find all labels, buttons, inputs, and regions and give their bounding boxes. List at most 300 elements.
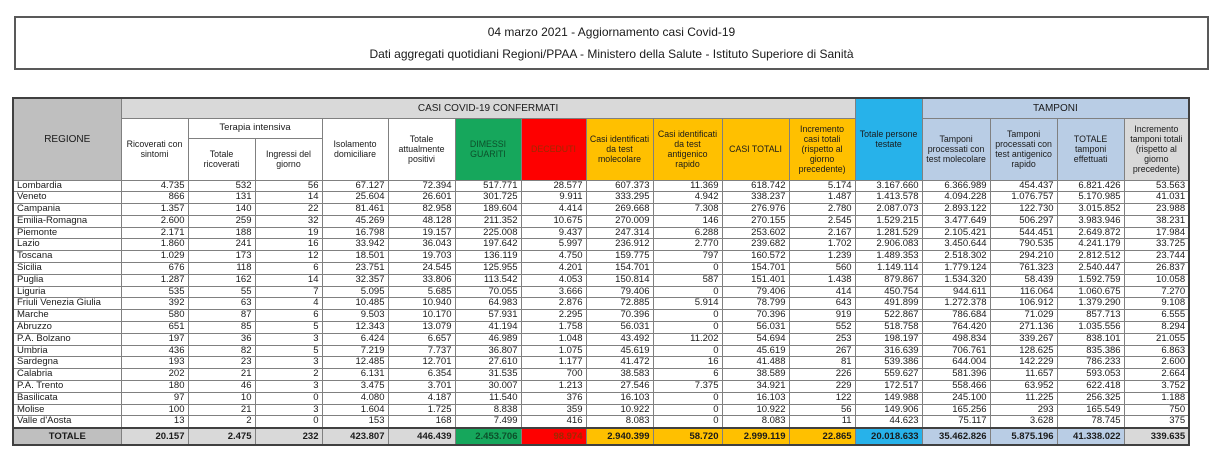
totals-value-cell: 446.439 [388, 428, 455, 445]
totals-value-cell: 232 [255, 428, 322, 445]
value-cell: 857.713 [1057, 310, 1124, 322]
col-header-casi-totali: CASI TOTALI [722, 118, 789, 180]
value-cell: 4.187 [388, 392, 455, 404]
value-cell: 211.352 [455, 215, 521, 227]
value-cell: 10.922 [722, 404, 789, 416]
value-cell: 0 [255, 392, 322, 404]
value-cell: 75.117 [922, 416, 990, 428]
value-cell: 46.989 [455, 333, 521, 345]
value-cell: 241 [188, 239, 255, 251]
value-cell: 11.225 [990, 392, 1057, 404]
value-cell: 154.701 [586, 263, 653, 275]
table-row [13, 274, 1189, 286]
value-cell: 55 [188, 286, 255, 298]
value-cell: 5.170.985 [1057, 192, 1124, 204]
value-cell: 247.314 [586, 227, 653, 239]
table-row [13, 416, 1189, 428]
value-cell: 10.485 [322, 298, 388, 310]
value-cell: 786.684 [922, 310, 990, 322]
col-header-isolamento: Isolamento domiciliare [322, 118, 388, 180]
totals-value-cell: 58.720 [653, 428, 722, 445]
value-cell: 202 [121, 369, 188, 381]
value-cell: 1.149.114 [855, 263, 922, 275]
value-cell: 63.952 [990, 381, 1057, 393]
region-name: Liguria [13, 286, 121, 298]
value-cell: 122.730 [990, 204, 1057, 216]
value-cell: 3.701 [388, 381, 455, 393]
value-cell: 6.424 [322, 333, 388, 345]
col-header-persone-testate: Totale persone testate [855, 98, 922, 180]
value-cell: 67.127 [322, 180, 388, 192]
value-cell: 78.799 [722, 298, 789, 310]
value-cell: 587 [653, 274, 722, 286]
value-cell: 11 [789, 416, 855, 428]
value-cell: 797 [653, 251, 722, 263]
value-cell: 0 [653, 392, 722, 404]
value-cell: 12.343 [322, 322, 388, 334]
value-cell: 10.675 [521, 215, 586, 227]
value-cell: 271.136 [990, 322, 1057, 334]
value-cell: 8.083 [586, 416, 653, 428]
value-cell: 1.048 [521, 333, 586, 345]
value-cell: 1.076.757 [990, 192, 1057, 204]
value-cell: 3.666 [521, 286, 586, 298]
value-cell: 10 [188, 392, 255, 404]
value-cell: 4.094.228 [922, 192, 990, 204]
value-cell: 2.167 [789, 227, 855, 239]
region-name: Puglia [13, 274, 121, 286]
value-cell: 10.170 [388, 310, 455, 322]
value-cell: 7.219 [322, 345, 388, 357]
value-cell: 544.451 [990, 227, 1057, 239]
table-row [13, 227, 1189, 239]
value-cell: 552 [789, 322, 855, 334]
value-cell: 56.031 [586, 322, 653, 334]
value-cell: 5.095 [322, 286, 388, 298]
value-cell: 2.664 [1124, 369, 1189, 381]
col-header-dimessi-guariti: DIMESSI GUARITI [455, 118, 521, 180]
value-cell: 26.837 [1124, 263, 1189, 275]
value-cell: 1.060.675 [1057, 286, 1124, 298]
value-cell: 1.534.320 [922, 274, 990, 286]
col-header-totale-ricoverati: Totale ricoverati [188, 138, 255, 180]
value-cell: 2.540.447 [1057, 263, 1124, 275]
value-cell: 116.064 [990, 286, 1057, 298]
value-cell: 2.649.872 [1057, 227, 1124, 239]
value-cell: 43.492 [586, 333, 653, 345]
value-cell: 159.775 [586, 251, 653, 263]
value-cell: 558.466 [922, 381, 990, 393]
value-cell: 532 [188, 180, 255, 192]
group-header-casi-confermati: CASI COVID-19 CONFERMATI [121, 98, 855, 118]
value-cell: 165.549 [1057, 404, 1124, 416]
value-cell: 56 [255, 180, 322, 192]
value-cell: 0 [653, 322, 722, 334]
value-cell: 71.029 [990, 310, 1057, 322]
totals-label: TOTALE [13, 428, 121, 445]
value-cell: 45.619 [722, 345, 789, 357]
value-cell: 10.922 [586, 404, 653, 416]
value-cell: 30.007 [455, 381, 521, 393]
value-cell: 17.984 [1124, 227, 1189, 239]
col-header-casi-antigenico: Casi identificati da test antigenico rapido [653, 118, 722, 180]
value-cell: 122 [789, 392, 855, 404]
value-cell: 706.761 [922, 345, 990, 357]
value-cell: 1.272.378 [922, 298, 990, 310]
value-cell: 189.604 [455, 204, 521, 216]
value-cell: 22 [255, 204, 322, 216]
value-cell: 7 [255, 286, 322, 298]
region-name: P.A. Trento [13, 381, 121, 393]
value-cell: 4.942 [653, 192, 722, 204]
value-cell: 256.325 [1057, 392, 1124, 404]
value-cell: 11.657 [990, 369, 1057, 381]
report-title-line1: 04 marzo 2021 - Aggiornamento casi Covid-19 [487, 25, 736, 40]
value-cell: 45.269 [322, 215, 388, 227]
value-cell: 293 [990, 404, 1057, 416]
value-cell: 10.058 [1124, 274, 1189, 286]
value-cell: 9.437 [521, 227, 586, 239]
region-name: Friuli Venezia Giulia [13, 298, 121, 310]
table-row [13, 298, 1189, 310]
value-cell: 226 [789, 369, 855, 381]
totals-row [13, 428, 1189, 445]
col-header-incremento-tamponi: Incremento tamponi totali (rispetto al giorno precedente) [1124, 118, 1189, 180]
value-cell: 3.015.852 [1057, 204, 1124, 216]
report-title-box [14, 16, 1209, 70]
region-name: Valle d'Aosta [13, 416, 121, 428]
table-row [13, 286, 1189, 298]
value-cell: 1.379.290 [1057, 298, 1124, 310]
value-cell: 5 [255, 345, 322, 357]
value-cell: 269.668 [586, 204, 653, 216]
value-cell: 36 [188, 333, 255, 345]
value-cell: 1.029 [121, 251, 188, 263]
value-cell: 16.103 [722, 392, 789, 404]
value-cell: 149.988 [855, 392, 922, 404]
table-row [13, 345, 1189, 357]
value-cell: 58.439 [990, 274, 1057, 286]
value-cell: 1.357 [121, 204, 188, 216]
value-cell: 81.461 [322, 204, 388, 216]
value-cell: 33.725 [1124, 239, 1189, 251]
value-cell: 13.079 [388, 322, 455, 334]
value-cell: 4.201 [521, 263, 586, 275]
value-cell: 63 [188, 298, 255, 310]
value-cell: 32 [255, 215, 322, 227]
value-cell: 41.194 [455, 322, 521, 334]
value-cell: 13 [121, 416, 188, 428]
value-cell: 3 [255, 357, 322, 369]
region-name: Basilicata [13, 392, 121, 404]
value-cell: 53.563 [1124, 180, 1189, 192]
value-cell: 676 [121, 263, 188, 275]
region-name: Campania [13, 204, 121, 216]
value-cell: 454.437 [990, 180, 1057, 192]
value-cell: 6.555 [1124, 310, 1189, 322]
value-cell: 491.899 [855, 298, 922, 310]
value-cell: 142.229 [990, 357, 1057, 369]
value-cell: 253.602 [722, 227, 789, 239]
region-name: Umbria [13, 345, 121, 357]
col-header-tamponi-antigenico: Tamponi processati con test antigenico rapido [990, 118, 1057, 180]
value-cell: 31.535 [455, 369, 521, 381]
value-cell: 270.009 [586, 215, 653, 227]
value-cell: 2 [188, 416, 255, 428]
table-row [13, 215, 1189, 227]
value-cell: 56.031 [722, 322, 789, 334]
totals-value-cell: 2.940.399 [586, 428, 653, 445]
value-cell: 338.237 [722, 192, 789, 204]
totals-value-cell: 98.974 [521, 428, 586, 445]
value-cell: 1.860 [121, 239, 188, 251]
value-cell: 154.701 [722, 263, 789, 275]
value-cell: 7.375 [653, 381, 722, 393]
covid-data-table [12, 97, 1190, 446]
table-row [13, 204, 1189, 216]
value-cell: 5 [255, 322, 322, 334]
value-cell: 0 [653, 416, 722, 428]
value-cell: 4.750 [521, 251, 586, 263]
value-cell: 6.863 [1124, 345, 1189, 357]
value-cell: 276.976 [722, 204, 789, 216]
value-cell: 3.983.946 [1057, 215, 1124, 227]
region-name: Abruzzo [13, 322, 121, 334]
value-cell: 5.914 [653, 298, 722, 310]
region-name: Lazio [13, 239, 121, 251]
value-cell: 4 [255, 298, 322, 310]
value-cell: 522.867 [855, 310, 922, 322]
value-cell: 3.752 [1124, 381, 1189, 393]
value-cell: 46 [188, 381, 255, 393]
region-name: Marche [13, 310, 121, 322]
value-cell: 70.396 [722, 310, 789, 322]
value-cell: 72.394 [388, 180, 455, 192]
table-row [13, 357, 1189, 369]
value-cell: 1.779.124 [922, 263, 990, 275]
value-cell: 136.119 [455, 251, 521, 263]
value-cell: 9.108 [1124, 298, 1189, 310]
value-cell: 750 [1124, 404, 1189, 416]
table-row [13, 333, 1189, 345]
value-cell: 19.157 [388, 227, 455, 239]
totals-value-cell: 2.453.706 [455, 428, 521, 445]
value-cell: 879.867 [855, 274, 922, 286]
value-cell: 1.281.529 [855, 227, 922, 239]
totals-value-cell: 423.807 [322, 428, 388, 445]
region-name: Toscana [13, 251, 121, 263]
value-cell: 1.592.759 [1057, 274, 1124, 286]
value-cell: 7.270 [1124, 286, 1189, 298]
totals-value-cell: 20.018.633 [855, 428, 922, 445]
value-cell: 128.625 [990, 345, 1057, 357]
totals-value-cell: 2.999.119 [722, 428, 789, 445]
table-body [13, 180, 1189, 445]
value-cell: 560 [789, 263, 855, 275]
value-cell: 790.535 [990, 239, 1057, 251]
value-cell: 944.611 [922, 286, 990, 298]
value-cell: 259 [188, 215, 255, 227]
value-cell: 1.239 [789, 251, 855, 263]
value-cell: 0 [653, 286, 722, 298]
value-cell: 4.735 [121, 180, 188, 192]
value-cell: 607.373 [586, 180, 653, 192]
value-cell: 2.105.421 [922, 227, 990, 239]
value-cell: 2.600 [1124, 357, 1189, 369]
group-header-tamponi: TAMPONI [922, 98, 1189, 118]
value-cell: 72.885 [586, 298, 653, 310]
value-cell: 1.188 [1124, 392, 1189, 404]
value-cell: 2.780 [789, 204, 855, 216]
value-cell: 333.295 [586, 192, 653, 204]
value-cell: 5.685 [388, 286, 455, 298]
value-cell: 622.418 [1057, 381, 1124, 393]
value-cell: 41.031 [1124, 192, 1189, 204]
value-cell: 197 [121, 333, 188, 345]
value-cell: 6.354 [388, 369, 455, 381]
value-cell: 786.233 [1057, 357, 1124, 369]
value-cell: 79.406 [722, 286, 789, 298]
value-cell: 146 [653, 215, 722, 227]
region-name: Sicilia [13, 263, 121, 275]
value-cell: 651 [121, 322, 188, 334]
region-name: Molise [13, 404, 121, 416]
value-cell: 81 [789, 357, 855, 369]
value-cell: 16 [653, 357, 722, 369]
value-cell: 838.101 [1057, 333, 1124, 345]
value-cell: 5.174 [789, 180, 855, 192]
value-cell: 106.912 [990, 298, 1057, 310]
value-cell: 301.725 [455, 192, 521, 204]
value-cell: 1.287 [121, 274, 188, 286]
totals-value-cell: 20.157 [121, 428, 188, 445]
value-cell: 45.619 [586, 345, 653, 357]
value-cell: 835.386 [1057, 345, 1124, 357]
value-cell: 225.008 [455, 227, 521, 239]
col-header-ingressi-giorno: Ingressi del giorno [255, 138, 322, 180]
value-cell: 270.155 [722, 215, 789, 227]
value-cell: 2.087.073 [855, 204, 922, 216]
value-cell: 1.177 [521, 357, 586, 369]
value-cell: 41.472 [586, 357, 653, 369]
totals-value-cell: 35.462.826 [922, 428, 990, 445]
table-row [13, 180, 1189, 192]
region-name: Emilia-Romagna [13, 215, 121, 227]
value-cell: 11.369 [653, 180, 722, 192]
value-cell: 3.475 [322, 381, 388, 393]
value-cell: 23.744 [1124, 251, 1189, 263]
value-cell: 7.308 [653, 204, 722, 216]
value-cell: 375 [1124, 416, 1189, 428]
value-cell: 414 [789, 286, 855, 298]
value-cell: 1.758 [521, 322, 586, 334]
value-cell: 2.876 [521, 298, 586, 310]
value-cell: 100 [121, 404, 188, 416]
table-row [13, 192, 1189, 204]
value-cell: 245.100 [922, 392, 990, 404]
value-cell: 518.758 [855, 322, 922, 334]
value-cell: 1.604 [322, 404, 388, 416]
table-row [13, 239, 1189, 251]
col-header-regione: REGIONE [13, 98, 121, 180]
value-cell: 2.518.302 [922, 251, 990, 263]
table-header [13, 98, 1189, 180]
value-cell: 2.171 [121, 227, 188, 239]
value-cell: 0 [653, 404, 722, 416]
value-cell: 19.703 [388, 251, 455, 263]
value-cell: 78.745 [1057, 416, 1124, 428]
value-cell: 1.725 [388, 404, 455, 416]
value-cell: 54.694 [722, 333, 789, 345]
value-cell: 33.942 [322, 239, 388, 251]
value-cell: 38.583 [586, 369, 653, 381]
value-cell: 197.642 [455, 239, 521, 251]
value-cell: 316.639 [855, 345, 922, 357]
value-cell: 0 [255, 416, 322, 428]
value-cell: 1.438 [789, 274, 855, 286]
value-cell: 236.912 [586, 239, 653, 251]
value-cell: 56 [789, 404, 855, 416]
value-cell: 165.256 [922, 404, 990, 416]
value-cell: 16.103 [586, 392, 653, 404]
report-title-line2: Dati aggregati quotidiani Regioni/PPAA - Ministero della Salute - Istituto Superiore di Sanità [369, 46, 854, 61]
value-cell: 539.386 [855, 357, 922, 369]
value-cell: 239.682 [722, 239, 789, 251]
region-name: Calabria [13, 369, 121, 381]
value-cell: 2.906.083 [855, 239, 922, 251]
value-cell: 3.450.644 [922, 239, 990, 251]
value-cell: 14 [255, 192, 322, 204]
value-cell: 1.529.215 [855, 215, 922, 227]
value-cell: 27.546 [586, 381, 653, 393]
value-cell: 180 [121, 381, 188, 393]
value-cell: 2 [255, 369, 322, 381]
value-cell: 580 [121, 310, 188, 322]
value-cell: 151.401 [722, 274, 789, 286]
col-header-incremento-casi: Incremento casi totali (rispetto al giorno precedente) [789, 118, 855, 180]
value-cell: 10.940 [388, 298, 455, 310]
value-cell: 253 [789, 333, 855, 345]
value-cell: 2.812.512 [1057, 251, 1124, 263]
value-cell: 4.414 [521, 204, 586, 216]
value-cell: 618.742 [722, 180, 789, 192]
value-cell: 761.323 [990, 263, 1057, 275]
value-cell: 2.600 [121, 215, 188, 227]
value-cell: 131 [188, 192, 255, 204]
value-cell: 12 [255, 251, 322, 263]
value-cell: 3 [255, 381, 322, 393]
col-header-deceduti: DECEDUTI [521, 118, 586, 180]
col-header-ricoverati: Ricoverati con sintomi [121, 118, 188, 180]
value-cell: 188 [188, 227, 255, 239]
value-cell: 26.601 [388, 192, 455, 204]
value-cell: 21 [188, 369, 255, 381]
value-cell: 498.834 [922, 333, 990, 345]
value-cell: 32.357 [322, 274, 388, 286]
value-cell: 229 [789, 381, 855, 393]
value-cell: 23.751 [322, 263, 388, 275]
value-cell: 36.807 [455, 345, 521, 357]
value-cell: 6.131 [322, 369, 388, 381]
value-cell: 5.997 [521, 239, 586, 251]
value-cell: 8.294 [1124, 322, 1189, 334]
value-cell: 4.053 [521, 274, 586, 286]
value-cell: 48.128 [388, 215, 455, 227]
value-cell: 294.210 [990, 251, 1057, 263]
value-cell: 6.657 [388, 333, 455, 345]
value-cell: 118 [188, 263, 255, 275]
value-cell: 0 [653, 310, 722, 322]
